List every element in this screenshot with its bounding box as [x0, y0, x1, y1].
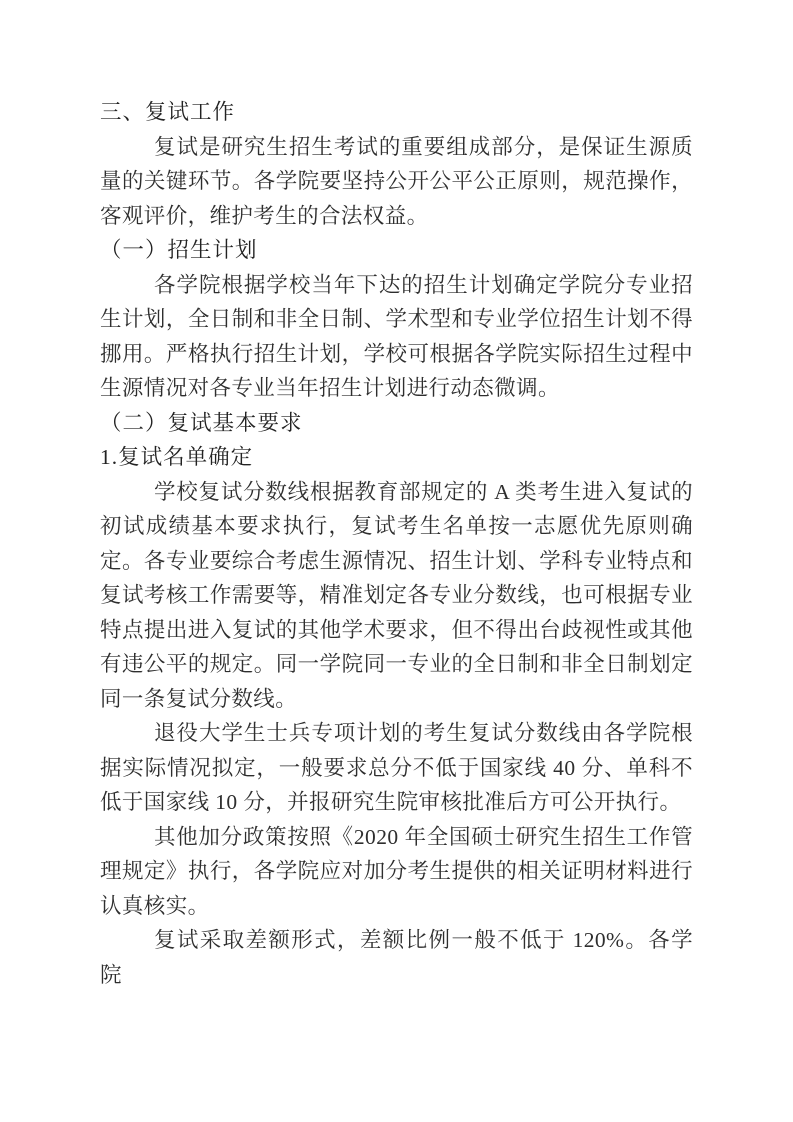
paragraph-difference-ratio: 复试采取差额形式，差额比例一般不低于 120%。各学院	[100, 928, 693, 987]
paragraph-retest-overview: 复试是研究生招生考试的重要组成部分，是保证生源质量的关键环节。各学院要坚持公开公平公正原则，规范操作，客观评价，维护考生的合法权益。	[100, 134, 693, 228]
paragraph-bonus-point-policy: 其他加分政策按照《2020 年全国硕士研究生招生工作管理规定》执行，各学院应对加分考生提供的相关证明材料进行认真核实。	[100, 824, 693, 918]
paragraph-score-line-rules: 学校复试分数线根据教育部规定的 A 类考生进入复试的初试成绩基本要求执行，复试考生名单按一志愿优先原则确定。各专业要综合考虑生源情况、招生计划、学科专业特点和复试考核工作需要等，精准划定各专业分数线，也可根据专业特点提出进入复试的其他学术要求，但不得出台歧视性或其他有违公平的规定。同一学院同一专业的全日制和非全日制划定同一条复试分数线。	[100, 479, 693, 711]
heading-section-3-retest-work: 三、复试工作	[100, 100, 236, 124]
heading-enrollment-plan: （一）招生计划	[100, 238, 258, 262]
paragraph-veteran-soldier-plan: 退役大学生士兵专项计划的考生复试分数线由各学院根据实际情况拟定，一般要求总分不低于国家线 40 分、单科不低于国家线 10 分，并报研究生院审核批准后方可公开执行。	[100, 721, 693, 814]
paragraph-enrollment-plan: 各学院根据学校当年下达的招生计划确定学院分专业招生计划，全日制和非全日制、学术型和专业学位招生计划不得挪用。严格执行招生计划，学校可根据各学院实际招生过程中生源情况对各专业当年招生计划进行动态微调。	[100, 272, 693, 400]
heading-retest-basic-requirements: （二）复试基本要求	[100, 410, 303, 435]
heading-retest-list-determination: 1.复试名单确定	[100, 445, 254, 469]
